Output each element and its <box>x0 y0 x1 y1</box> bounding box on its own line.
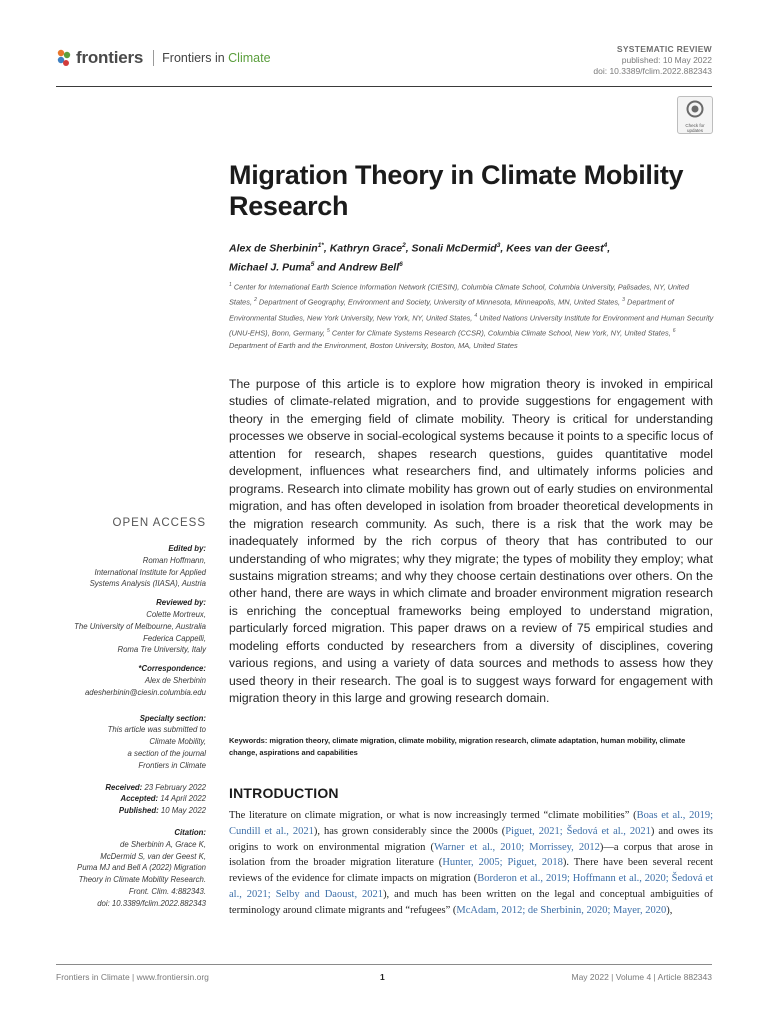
citation-link[interactable]: Warner et al., 2010; Morrissey, 2012 <box>433 841 600 853</box>
date-key: Accepted: <box>120 794 159 804</box>
open-access-label: OPEN ACCESS <box>112 517 206 529</box>
page-number: 1 <box>380 972 385 982</box>
specialty-line: Frontiers in Climate <box>138 760 206 770</box>
reviewed-by-line: Colette Mortreux, <box>146 609 206 619</box>
edited-by <box>40 543 206 590</box>
author-affiliation-marker: 5 <box>310 260 315 268</box>
author-list: Alex de Sherbinin$^{1*}$, Kathryn Grace$^2$, Sonali McDermid$^3$, Kees van der Geest$^4$, Michael J. Puma$^5$ and Andrew Bell$^6$ <box>229 242 611 273</box>
affiliation-text: Center for Climate Systems Research (CCSR), Columbia Climate School, New York, NY, United States, <box>329 328 673 338</box>
citation-line: de Sherbinin A, Grace K, <box>120 839 206 849</box>
affiliation-marker: 3 <box>622 297 625 304</box>
reviewed-by <box>40 597 206 656</box>
affiliations <box>229 279 714 353</box>
affiliation-marker: 1 <box>229 282 232 288</box>
footer-journal-link[interactable]: Frontiers in Climate | www.frontiersin.org <box>56 972 209 982</box>
citation-line: Front. Clim. 4:882343. <box>128 886 206 896</box>
edited-by-line: Systems Analysis (IIASA), Austria <box>89 579 206 589</box>
citation-label: Citation: <box>174 827 206 837</box>
affiliation-marker: 4 <box>474 312 478 319</box>
footer-article-info: May 2022 | Volume 4 | Article 882343 <box>571 972 712 982</box>
keywords: Keywords: migration theory, climate migration, climate mobility, migration research, climate adaptation, human mobility, climate change, aspirations and capabilities <box>229 736 686 757</box>
brand-name: frontiers <box>76 48 144 67</box>
author-affiliation-marker: 1* <box>317 242 324 249</box>
intro-text-segment: ). There have been several recent reviews of the evidence for climate impacts on migration ( <box>229 857 713 885</box>
journal-name <box>162 51 270 65</box>
intro-text-segment: ) and owes its origins to work on environmental migration ( <box>229 825 713 853</box>
citation-link[interactable]: Hunter, 2005; Piguet, 2018 <box>442 857 563 869</box>
specialty-line: This article was submitted to <box>107 725 206 735</box>
frontiers-logo-icon <box>56 49 72 67</box>
article-type: SYSTEMATIC REVIEW <box>616 44 712 54</box>
author-name[interactable]: Kees van der Geest <box>506 242 604 255</box>
citation-link[interactable]: Piguet, 2021; Šedová et al., 2021 <box>505 825 651 837</box>
reviewed-by-line: Roma Tre University, Italy <box>117 645 206 655</box>
date-key: Received: <box>105 782 143 792</box>
correspondence <box>40 663 206 698</box>
affiliation-marker: 5 <box>327 327 330 334</box>
correspondence-email[interactable]: adesherbinin@ciesin.columbia.edu <box>84 687 206 697</box>
date-value: 14 April 2022 <box>160 794 206 804</box>
author-name[interactable]: Michael J. Puma <box>229 261 311 273</box>
citation-line: McDermid S, van der Geest K, <box>100 851 206 861</box>
logo-divider <box>153 50 154 66</box>
specialty-line: Climate Mobility, <box>149 737 206 747</box>
author-name[interactable]: Andrew Bell <box>338 261 400 273</box>
check-updates-label-1: Check for <box>685 123 705 128</box>
journal-prefix: Frontiers in <box>162 51 229 65</box>
reviewed-by-line: Federica Cappelli, <box>143 633 206 643</box>
header-rule <box>56 86 712 87</box>
intro-text-segment: ), and much has been written on the legal and conceptual ambiguities of terminology around climate migrants and “refugees” ( <box>229 888 713 916</box>
introduction-text <box>229 808 713 919</box>
affiliation-text: Department of Geography, Environment and Society, University of Minnesota, Minneapolis, MN, United States, <box>256 297 623 307</box>
date-key: Published: <box>118 806 159 816</box>
date-value: 10 May 2022 <box>160 806 206 816</box>
affiliation-text: Department of Environmental Studies, New York University, New York, NY, United States, <box>229 297 674 322</box>
citation-link[interactable]: McAdam, 2012; de Sherbinin, 2020; Mayer, 2020 <box>456 904 667 916</box>
specialty-line: a section of the journal <box>127 748 206 758</box>
check-updates-icon <box>686 100 704 118</box>
accepted-date <box>40 793 206 805</box>
author-affiliation-marker: 6 <box>399 260 403 268</box>
article-info-sidebar <box>40 543 206 917</box>
check-for-updates-badge[interactable] <box>677 96 713 134</box>
received-date <box>40 782 206 794</box>
affiliation-marker: 6 <box>672 327 676 334</box>
author-name[interactable]: Kathryn Grace <box>329 242 403 255</box>
citation-line: Puma MJ and Bell A (2022) Migration <box>77 863 206 873</box>
check-updates-label-2: updates <box>686 128 703 133</box>
reviewed-by-label: Reviewed by: <box>156 598 206 608</box>
correspondence-name: Alex de Sherbinin <box>144 675 206 685</box>
article-doi[interactable]: doi: 10.3389/fclim.2022.882343 <box>593 66 712 76</box>
article-dates <box>40 782 206 817</box>
citation-line[interactable]: doi: 10.3389/fclim.2022.882343 <box>97 898 206 908</box>
author-name[interactable]: Alex de Sherbinin <box>229 242 318 255</box>
intro-text-segment: ), has grown considerably since the 2000s ( <box>313 825 506 837</box>
edited-by-line: International Institute for Applied <box>94 567 206 577</box>
specialty-section-label: Specialty section: <box>139 713 206 723</box>
affiliation-marker: 2 <box>254 297 257 304</box>
correspondence-label: *Correspondence: <box>138 664 206 674</box>
abstract: The purpose of this article is to explore how migration theory is invoked in empirical studies of climate-related migration, and to provide suggestions for engagement with theory in the emerging field of climate mobility. Theory is critical for understanding processes we observe in social-ecological systems because it points to a specific locus of attention for research, shapes research questions, guides quantitative model development, influences what researchers find, and ultimately informs policies and programs. Research into climate mobility has grown out of early studies on environmental migration, and has often developed in isolation from broader theoretical developments in the migration research community. As such, there is a risk that the work may be inadequately informed by the rich corpus of theory that has contributed to our understanding of who migrates; why they migrate; the types of mobility they employ; what sustains migration streams; and why they choose certain destinations over others. On the other hand, there are ways in which climate and broader environment migration research is enriching the conceptual frameworks being employed to understand migration, particularly forced migration. This paper draws on a review of 75 empirical studies and modeling efforts conducted by researchers from a diversity of disciplines, covering various regions, and using a variety of data sources and methods to assess how they used theory in their research. The goal is to suggest ways forward for engagement with migration theory in this large and growing research domain. <box>229 377 713 706</box>
intro-text-segment: )—a corpus that arose in isolation from the broader migration literature ( <box>229 841 713 869</box>
introduction-heading: INTRODUCTION <box>229 785 339 801</box>
article-title: Migration Theory in Climate Mobility Research <box>229 160 684 221</box>
frontiers-logo[interactable] <box>56 47 271 69</box>
specialty-section <box>40 713 206 772</box>
date-value: 23 February 2022 <box>144 782 206 792</box>
author-affiliation-marker: 4 <box>603 242 608 249</box>
published-date: published: 10 May 2022 <box>621 55 712 65</box>
reviewed-by-line: The University of Melbourne, Australia <box>74 621 206 631</box>
affiliation-text: Department of Earth and the Environment, Boston University, Boston, MA, United States <box>229 341 518 351</box>
intro-text-segment: The literature on climate migration, or what is now increasingly termed “climate mobilities” ( <box>229 810 637 821</box>
journal-accent: Climate <box>228 51 271 65</box>
affiliation-text: United Nations University Institute for Environment and Human Security (UNU-EHS), Bonn, Germany, <box>229 313 714 338</box>
intro-text-segment: ), <box>666 904 673 916</box>
author-affiliation-marker: 2 <box>402 242 406 249</box>
citation-line: Theory in Climate Mobility Research. <box>78 875 206 885</box>
citation-link[interactable]: Boas et al., 2019; Cundill et al., 2021 <box>229 810 713 837</box>
citation-link[interactable]: Borderon et al., 2019; Hoffmann et al., 2020; Šedová et al., 2021; Selby and Daoust, 2021 <box>229 873 713 900</box>
published-date-sidebar <box>40 805 206 817</box>
edited-by-line: Roman Hoffmann, <box>142 555 206 565</box>
citation <box>40 827 206 910</box>
footer-rule <box>56 964 712 965</box>
author-affiliation-marker: 3 <box>496 242 501 249</box>
article-meta <box>593 44 712 77</box>
author-name[interactable]: Sonali McDermid <box>411 242 497 255</box>
edited-by-label: Edited by: <box>168 544 206 553</box>
affiliation-text: Center for International Earth Science Information Network (CIESIN), Columbia Climate School, Columbia University, Palisades, NY, United States, <box>229 282 689 307</box>
